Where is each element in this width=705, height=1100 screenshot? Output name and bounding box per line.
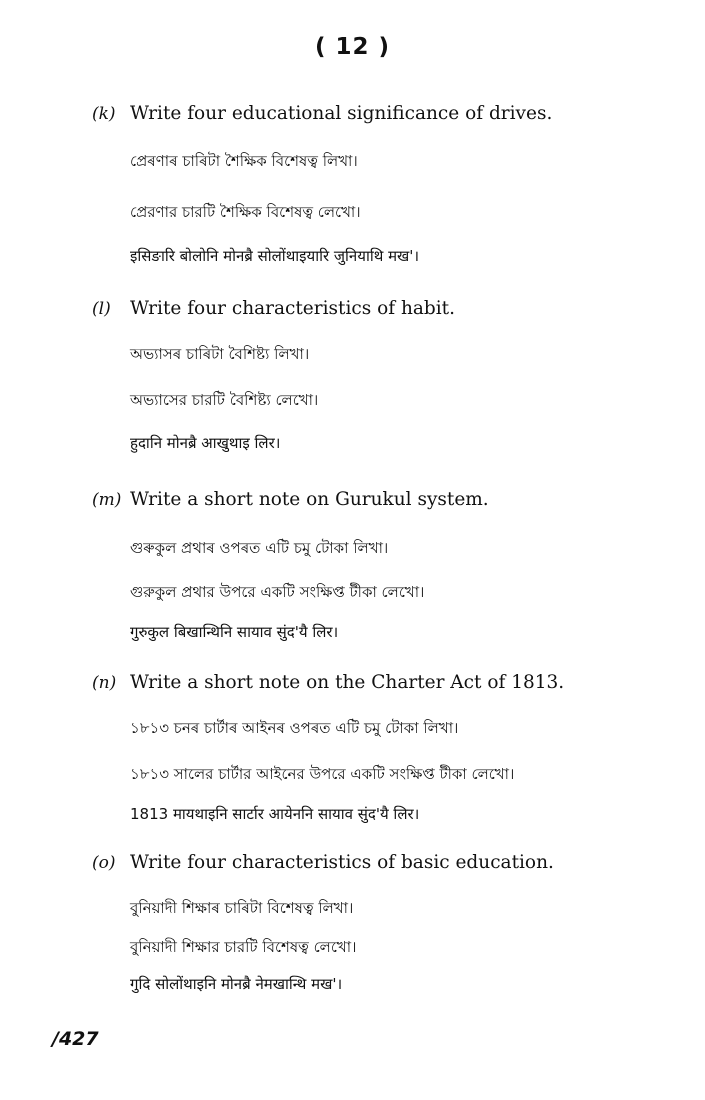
question-label: (l) [92,299,111,319]
question-k [92,103,692,265]
question-text: Write four characteristics of habit. [130,298,455,319]
question-text: Write a short note on the Charter Act of 1813. [130,672,565,693]
assamese-translation: বুনিয়াদী শিক্ষাৰ চাৰিটা বিশেষত্ব লিখা। [130,899,354,917]
question-label: (o) [92,853,116,873]
bodo-translation: इसिङारि बोलोनि मोनब्रै सोलोंथाइयारि जुनियाथि मख'। [130,247,420,265]
question-label: (k) [92,104,116,124]
page-number: ( 12 ) [314,34,391,60]
paper-code: /427 [52,1028,99,1050]
assamese-translation: ১৮১৩ চনৰ চাৰ্টাৰ আইনৰ ওপৰত এটি চমু টোকা লিখা। [130,719,459,737]
question-label: (n) [92,673,117,693]
bengali-translation: অভ্যাসের চারটি বৈশিষ্ট্য লেখো। [130,391,319,409]
question-text: Write a short note on Gurukul system. [130,489,489,510]
bodo-translation: गुरुकुल बिखान्थिनि सायाव सुंद'यै लिर। [130,623,339,641]
bodo-translation: 1813 मायथाइनि सार्टार आयेननि सायाव सुंद'यै लिर। [130,805,420,823]
bodo-translation: गुदि सोलोंथाइनि मोनब्रै नेमखान्थि मख'। [130,975,343,993]
question-text: Write four educational significance of drives. [130,103,553,124]
bengali-translation: গুরুকুল প্রথার উপরে একটি সংক্ষিপ্ত টীকা লেখো। [130,583,425,601]
bengali-translation: বুনিয়াদী শিক্ষার চারটি বিশেষত্ব লেখো। [130,938,357,956]
question-n [92,672,692,823]
question-label: (m) [92,490,122,510]
bengali-translation: প্রেরণার চারটি শৈক্ষিক বিশেষত্ব লেখো। [130,203,361,221]
question-l [92,298,692,452]
assamese-translation: অভ্যাসৰ চাৰিটা বৈশিষ্ট্য লিখা। [130,345,310,363]
question-m [92,489,692,641]
assamese-translation: গুৰুকুল প্ৰথাৰ ওপৰত এটি চমু টোকা লিখা। [130,539,389,557]
bengali-translation: ১৮১৩ সালের চার্টার আইনের উপরে একটি সংক্ষিপ্ত টীকা লেখো। [130,765,515,783]
question-text: Write four characteristics of basic education. [130,852,554,873]
bodo-translation: हुदानि मोनब्रै आखुथाइ लिर। [130,434,281,452]
question-o [92,852,692,993]
assamese-translation: প্ৰেৰণাৰ চাৰিটা শৈক্ষিক বিশেষত্ব লিখা। [130,152,358,170]
